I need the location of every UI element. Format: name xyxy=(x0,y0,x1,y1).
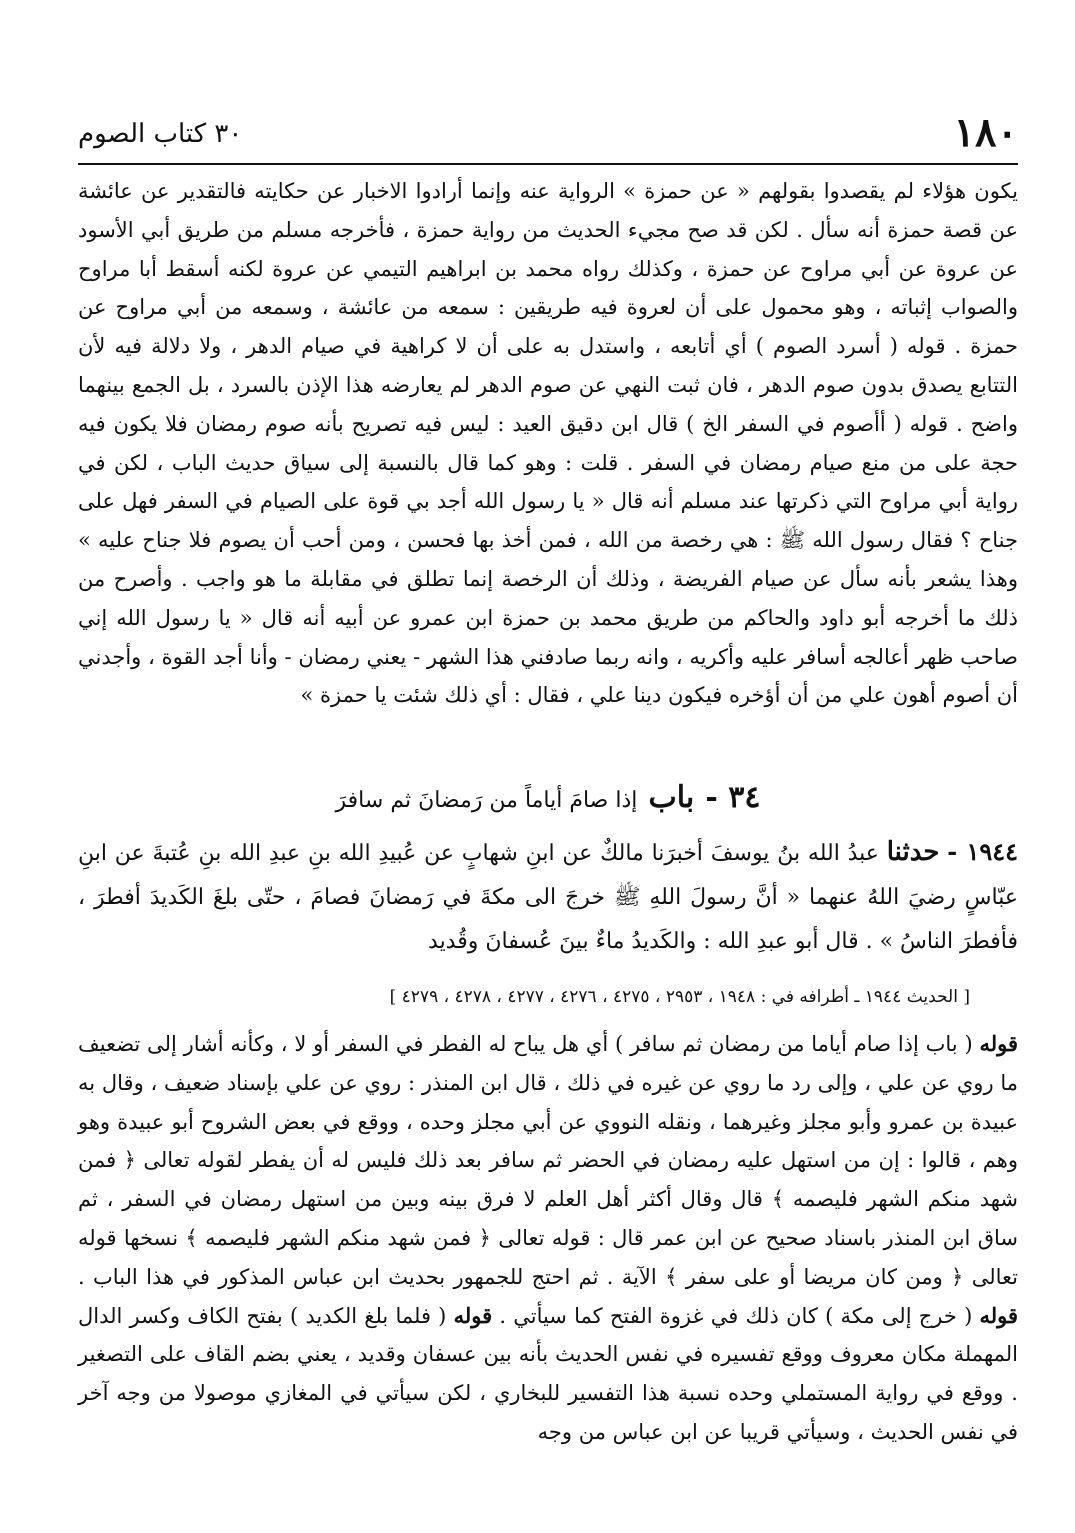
page-header xyxy=(78,108,1018,158)
commentary-segment: ( فلما بلغ الكديد ) بفتح الكاف وكسر الدال المهملة مكان معروف ووقع تفسيره في نفس الحديث بأنه بين عسفان وقديد ، يعني بضم القاف على التصغير . ووقع في رواية المستملي وحده نسبة هذا التفسير للبخاري ، لكن سيأتي في المغازي موصولا من وجه آخر في نفس الحديث ، وسيأتي قريبا عن ابن عباس من وجه xyxy=(78,1303,1018,1444)
hadith-haddathana: حدثنا xyxy=(886,837,940,867)
chapter-bab-label: باب xyxy=(648,780,695,815)
commentary-segment: ( باب إذا صام أياما من رمضان ثم سافر ) أي هل يباح له الفطر في السفر أو لا ، وكأنه أشار إلى تضعيف ما روي عن علي ، وإلى رد ما روي عن غيره في ذلك ، قال ابن المنذر : روي عن علي بإسناد ضعيف ، وقال به عبيدة بن عمرو وأبو مجلز وغيرهما ، ونقله النووي عن أبي مجلز وحده ، ووقع في بعض الشروح أبو عبيدة وهو وهم ، قالوا : إن من استهل عليه رمضان في الحضر ثم سافر بعد ذلك فليس له أن يفطر لقوله تعالى ﴿ فمن شهد منكم الشهر فليصمه ﴾ قال وقال أكثر أهل العلم لا فرق بينه وبين من استهل رمضان في السفر ، ثم ساق ابن المنذر باسناد صحيح عن ابن عمر قال : قوله تعالى ﴿ فمن شهد منكم الشهر فليصمه ﴾ نسخها قوله تعالى ﴿ ومن كان مريضا أو على سفر ﴾ الآية . ثم احتج للجمهور بحديث ابن عباس المذكور في هذا الباب . xyxy=(78,1032,1018,1289)
commentary-paragraph: يكون هؤلاء لم يقصدوا بقولهم « عن حمزة » الرواية عنه وإنما أرادوا الاخبار عن حكايته فالتقدير عن عائشة عن قصة حمزة أنه سأل . لكن قد صح مجيء الحديث من رواية حمزة ، فأخرجه مسلم من طريق أبي الأسود عن عروة عن أبي مراوح عن حمزة ، وكذلك رواه محمد بن ابراهيم التيمي عن عروة لكنه أسقط أبا مراوح والصواب إثباته ، وهو محمول على أن لعروة فيه طريقين : سمعه من عائشة ، وسمعه من أبي مراوح عن حمزة . قوله ( أسرد الصوم ) أي أتابعه ، واستدل به على أن لا كراهية في صيام الدهر ، ولا دلالة فيه لأن التتابع يصدق بدون صوم الدهر ، فان ثبت النهي عن صوم الدهر لم يعارضه هذا الإذن بالسرد ، بل الجمع بينهما واضح . قوله ( أأصوم في السفر الخ ) قال ابن دقيق العيد : ليس فيه تصريح بأنه صوم رمضان فلا يكون فيه حجة على من منع صيام رمضان في السفر . قلت : وهو كما قال بالنسبة إلى سياق حديث الباب ، لكن في رواية أبي مراوح التي ذكرتها عند مسلم أنه قال « يا رسول الله أجد بي قوة على الصيام في السفر فهل على جناح ؟ فقال رسول الله ﷺ : هي رخصة من الله ، فمن أخذ بها فحسن ، ومن أحب أن يصوم فلا جناح عليه » وهذا يشعر بأنه سأل عن صيام الفريضة ، وذلك أن الرخصة إنما تطلق في مقابلة ما هو واجب . وأصرح من ذلك ما أخرجه أبو داود والحاكم من طريق محمد بن حمزة ابن عمرو عن أبيه أنه قال « يا رسول الله إني صاحب ظهر أعالجه أسافر عليه وأكريه ، وانه ربما صادفني هذا الشهر - يعني رمضان - وأنا أجد القوة ، وأجدني أن أصوم أهون علي من أن أؤخره فيكون دينا علي ، فقال : أي ذلك شئت يا حمزة » xyxy=(78,179,1018,708)
running-title: ٣٠ كتاب الصوم xyxy=(78,119,243,149)
chapter-number: ٣٤ - xyxy=(705,780,761,815)
chapter-heading xyxy=(78,776,1018,824)
qawluhu-keyword: قوله xyxy=(979,1302,1019,1328)
qawluhu-keyword: قوله xyxy=(979,1031,1018,1056)
hadith-number: ١٩٤٤ - xyxy=(947,837,1018,866)
hadith-text: عبدُ الله بنُ يوسفَ أخبرَنا مالكٌ عن ابنِ شهابٍ عن عُبيدِ الله بنِ عبدِ الله بنِ عُتبةَ عن ابنِ عبّاسٍ رضيَ اللهُ عنهما « أنَّ رسولَ اللهِ ﷺ خرجَ الى مكةَ في رَمضانَ فصامَ ، حتّى بلغَ الكَديدَ أفطرَ ، فأفطرَ الناسُ » . قال أبو عبدِ الله : والكَديدُ ماءٌ بينَ عُسفانَ وقُديد xyxy=(78,841,1018,954)
commentary-paragraph-2 xyxy=(78,1025,1018,1452)
commentary-segment: ( خرج إلى مكة ) كان ذلك في غزوة الفتح كما سيأتي . xyxy=(492,1303,980,1328)
qawluhu-keyword: قوله xyxy=(453,1302,493,1328)
hadith-reference: [ الحديث ١٩٤٤ ـ أطرافه في : ١٩٤٨ ، ٢٩٥٣ ، ٤٢٧٥ ، ٤٢٧٦ ، ٤٢٧٧ ، ٤٢٧٨ ، ٤٢٧٩ ] xyxy=(389,987,970,1007)
hadith-text-block xyxy=(78,830,1018,964)
header-rule xyxy=(78,163,1018,165)
chapter-title: إذا صامَ أياماً من رَمضانَ ثم سافرَ xyxy=(335,788,638,813)
page-number: ١٨٠ xyxy=(953,109,1018,156)
